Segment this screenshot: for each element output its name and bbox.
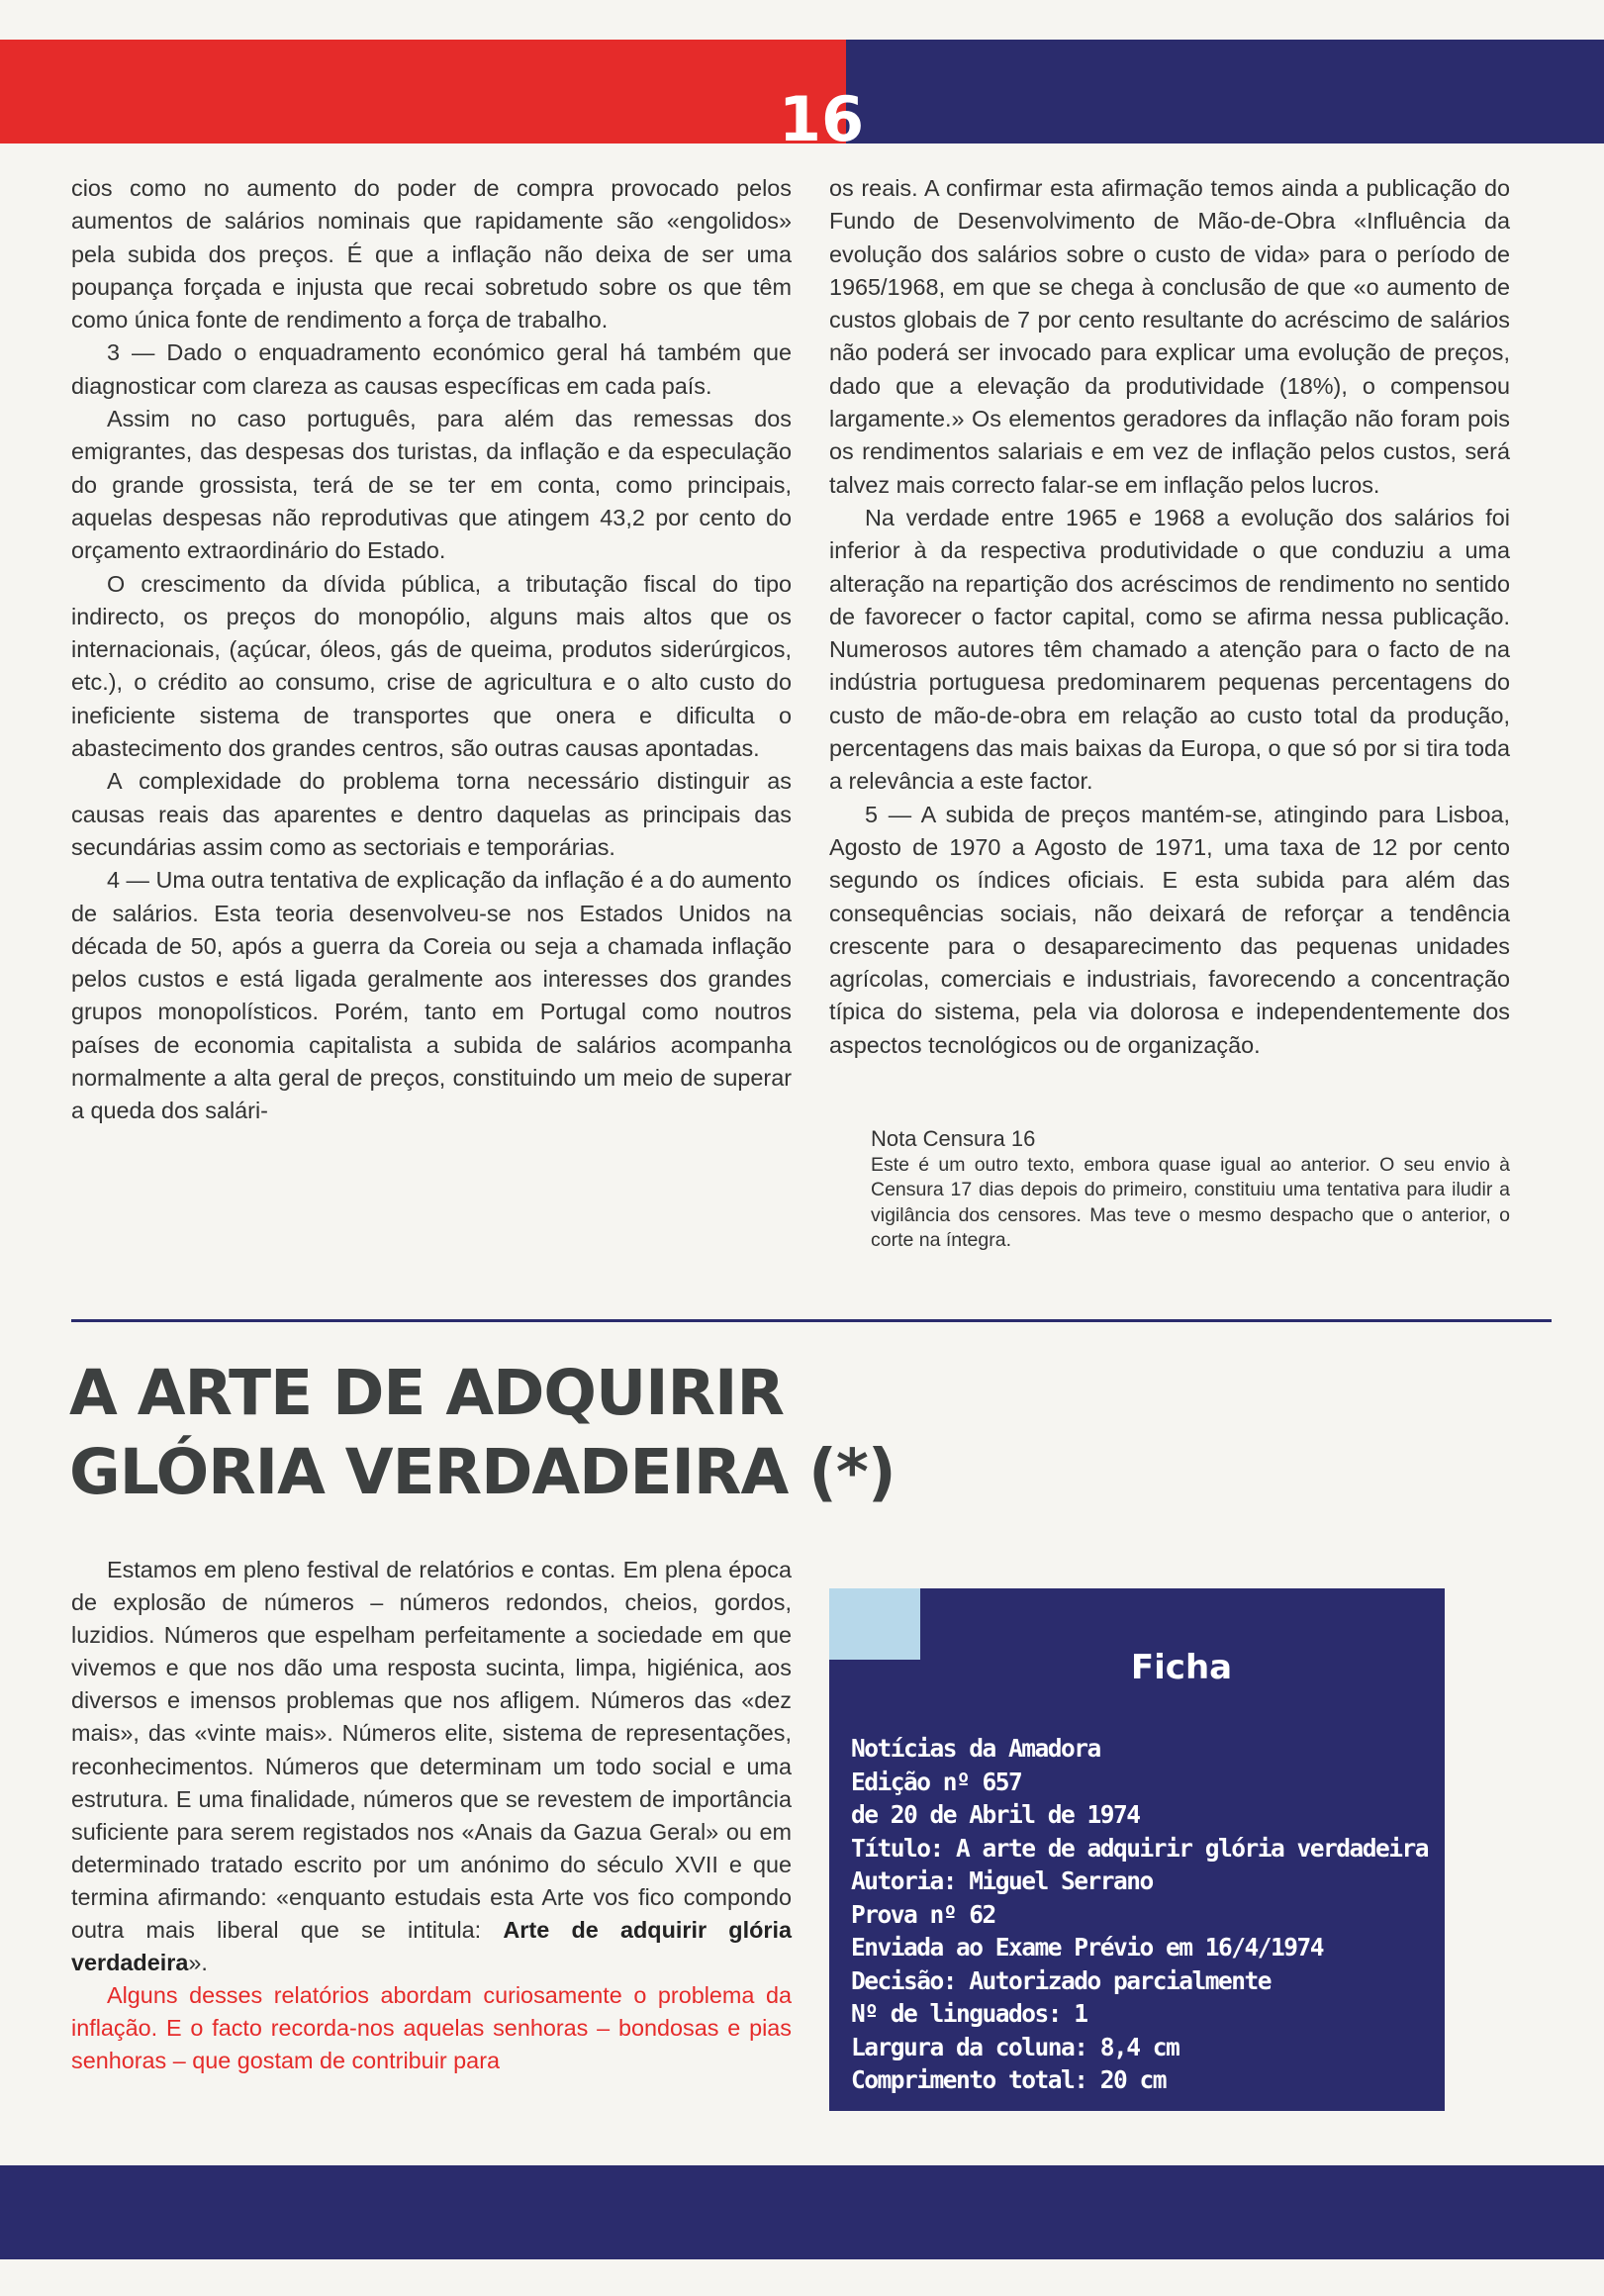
ficha-line: Decisão: Autorizado parcialmente — [851, 1965, 1272, 1995]
ficha-line: Edição nº 657 — [851, 1767, 1022, 1796]
ficha-line: Prova nº 62 — [851, 1899, 995, 1929]
ficha-box — [829, 1588, 1445, 2111]
section-divider — [71, 1319, 1552, 1322]
header-bar-red — [0, 40, 846, 144]
ficha-line: Largura da coluna: 8,4 cm — [851, 2032, 1179, 2061]
article-paragraph — [71, 1554, 792, 1979]
paragraph: 4 — Uma outra tentativa de explicação da inflação é a do aumento de salários. Esta teoria desenvolveu-se nos Estados Unidos na década de 50, após a guerra da Coreia ou seja a chamada inflação pelos custos e está ligada geralmente aos interesses dos grandes grupos monopolísticos. Porém, tanto em Portugal como noutros países de economia capitalista a subida de salários acompanha normalmente a alta geral de preços, constituindo um meio de superar a queda dos salári- — [71, 867, 792, 1124]
text-column-left — [71, 172, 792, 1128]
censorship-note — [829, 1126, 1510, 1253]
header-bar-blue — [846, 40, 1604, 144]
article-headline — [69, 1354, 960, 1512]
ficha-line: Comprimento total: 20 cm — [851, 2065, 1167, 2094]
paragraph: Assim no caso português, para além das remessas dos emigrantes, das despesas dos turistas, da inflação e da especulação do grande grossista, terá de se ter em conta, como principais, aquelas despesas não reprodutivas que atingem 43,2 por cento do orçamento extraordinário do Estado. — [71, 406, 792, 564]
paragraph: 5 — A subida de preços mantém-se, atingindo para Lisboa, Agosto de 1970 a Agosto de 1971, uma taxa de 12 por cento segundo os índices oficiais. E esta subida para além das consequências sociais, não deixará de reforçar a tendência crescente para o desaparecimento das pequenas unidades agrícolas, comerciais e industriais, favorecendo a concentração típica do sistema, pela via dolorosa e independentemente dos aspectos tecnológicos ou de organização. — [829, 801, 1510, 1058]
article-text-end: ». — [188, 1950, 208, 1976]
headline-line-2: GLÓRIA VERDADEIRA (*) — [69, 1436, 896, 1508]
ficha-line: Nº de linguados: 1 — [851, 1999, 1087, 2028]
paragraph: Na verdade entre 1965 e 1968 a evolução dos salários foi inferior à da respectiva produtividade o que conduziu a uma alteração na repartição dos acréscimos de rendimento no sentido de favorecer o factor capital, como se afirma nessa publicação. Numerosos autores têm chamado a atenção para o facto de na indústria portuguesa predominarem pequenas percentagens do custo de mão-de-obra em relação ao custo total da produção, percentagens das mais baixas da Europa, o que só por si tira toda a relevância a este factor. — [829, 504, 1510, 795]
paragraph: os reais. A confirmar esta afirmação temos ainda a publicação do Fundo de Desenvolvimento de Mão-de-Obra «Influência da evolução dos salários sobre o custo de vida» para o período de 1965/1968, em que se chega à conclusão de que «o aumento de custos globais de 7 por cento resultante do acréscimo de salários não poderá ser invocado para explicar uma evolução de preços, dado que a elevação da produtividade (18%), o compensou largamente.» Os elementos geradores da inflação não foram pois os rendimentos salariais e em vez de inflação pelos custos, será talvez mais correcto falar-se em inflação pelos lucros. — [829, 175, 1510, 498]
note-title: Nota Censura 16 — [871, 1126, 1036, 1151]
ficha-line: Enviada ao Exame Prévio em 16/4/1974 — [851, 1933, 1324, 1961]
ficha-line: Autoria: Miguel Serrano — [851, 1866, 1153, 1895]
ficha-title: Ficha — [1130, 1648, 1233, 1687]
footer-bar — [0, 2165, 1604, 2259]
note-body: Este é um outro texto, embora quase igual ao anterior. O seu envio à Censura 17 dias depois do primeiro, constituiu uma tentativa para iludir a vigilância dos censores. Mas teve o mesmo despacho que o anterior, o corte na íntegra. — [871, 1154, 1510, 1251]
paragraph: A complexidade do problema torna necessário distinguir as causas reais das aparentes e dentro daquelas as principais das secundárias assim como as sectoriais e temporárias. — [71, 768, 792, 860]
ficha-line: de 20 de Abril de 1974 — [851, 1800, 1140, 1829]
paragraph: O crescimento da dívida pública, a tributação fiscal do tipo indirecto, os preços do monopólio, alguns mais altos que os internacionais, (açúcar, óleos, gás de queima, produtos siderúrgicos, etc.), o crédito ao consumo, crise de agricultura e o alto custo do ineficiente sistema de transportes que onera e dificulta o abastecimento dos grandes centros, são outras causas apontadas. — [71, 570, 792, 762]
headline-line-1: A ARTE DE ADQUIRIR — [69, 1357, 785, 1429]
article-body — [71, 1554, 792, 2078]
ficha-line: Título: A arte de adquirir glória verdadeira — [851, 1833, 1429, 1863]
ficha-details — [851, 1732, 1428, 2097]
text-column-right — [829, 172, 1510, 1062]
article-bold-title: Arte de adquirir glória verdadeira — [71, 1917, 792, 1976]
article-highlight-paragraph: Alguns desses relatórios abordam curiosamente o problema da inflação. E o facto recorda-nos aquelas senhoras – bondosas e pias senhoras – que gostam de contribuir para — [71, 1982, 792, 2074]
article-text: Estamos em pleno festival de relatórios e contas. Em plena época de explosão de números – números redondos, cheios, gordos, luzidios. Números que espelham perfeitamente a sociedade em que vivemos e que nos dão uma resposta sucinta, limpa, higiénica, aos diversos e imensos problemas que nos afligem. Números das «dez mais», das «vinte mais». Números elite, sistema de representações, reconhecimentos. Números que determinam um todo social e uma estrutura. E uma finalidade, números que se revestem de importância suficiente para serem registados nos «Anais da Gazua Geral» ou em determinado tratado escrito por um anónimo do século XVII e que termina afirmando: «enquanto estudais esta Arte vos fico compondo outra mais liberal que se intitula: — [71, 1557, 792, 1944]
ficha-line: Notícias da Amadora — [851, 1734, 1100, 1763]
header-bar — [0, 40, 1604, 155]
paragraph: cios como no aumento do poder de compra provocado pelos aumentos de salários nominais que rapidamente são «engolidos» pela subida dos preços. É que a inflação não deixa de ser uma poupança forçada e injusta que recai sobretudo sobre os que têm como única fonte de rendimento a força de trabalho. — [71, 175, 792, 334]
page-number: 16 — [778, 83, 865, 155]
paragraph: 3 — Dado o enquadramento económico geral há também que diagnosticar com clareza as causas específicas em cada país. — [71, 339, 792, 399]
